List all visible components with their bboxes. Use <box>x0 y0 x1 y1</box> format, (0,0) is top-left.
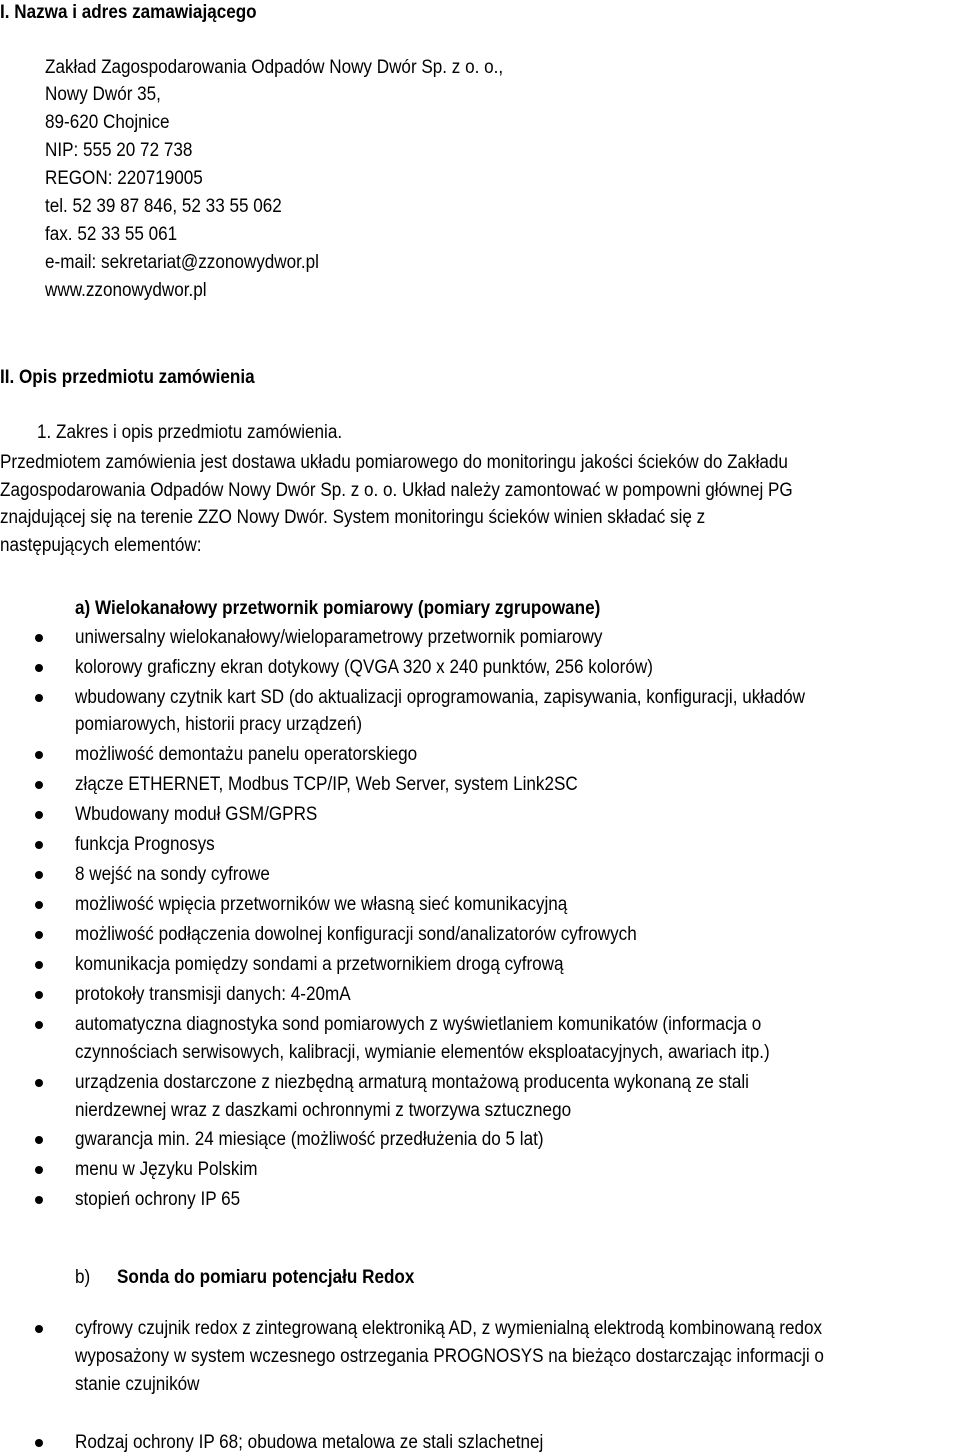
address-line: Zakład Zagospodarowania Odpadów Nowy Dwór Sp. z o. o., <box>45 57 504 78</box>
list-item: funkcja Prognosys <box>75 834 215 855</box>
bullet-icon <box>35 664 43 672</box>
bullet-icon <box>35 1196 43 1204</box>
part-b-heading: Sonda do pomiaru potencjału Redox <box>117 1267 415 1288</box>
intro-line: Zagospodarowania Odpadów Nowy Dwór Sp. z o. o. Układ należy zamontować w pompowni głównej PG <box>0 480 793 501</box>
list-item: kolorowy graficzny ekran dotykowy (QVGA 320 x 240 punktów, 256 kolorów) <box>75 657 653 678</box>
part-a-heading: a) Wielokanałowy przetwornik pomiarowy (pomiary zgrupowane) <box>75 598 601 619</box>
address-line: Nowy Dwór 35, <box>45 84 161 105</box>
list-item: możliwość wpięcia przetworników we własną sieć komunikacyjną <box>75 894 568 915</box>
address-line: REGON: 220719005 <box>45 168 203 189</box>
bullet-icon <box>35 1136 43 1144</box>
bullet-icon <box>35 694 43 702</box>
bullet-icon <box>35 1166 43 1174</box>
list-item: gwarancja min. 24 miesiące (możliwość przedłużenia do 5 lat) <box>75 1129 544 1150</box>
list-item-continuation: nierdzewnej wraz z daszkami ochronnymi z tworzywa sztucznego <box>75 1100 572 1121</box>
list-item-continuation: stanie czujników <box>75 1374 200 1395</box>
list-item: stopień ochrony IP 65 <box>75 1189 241 1210</box>
bullet-icon <box>35 1079 43 1087</box>
list-item: wbudowany czytnik kart SD (do aktualizacji oprogramowania, zapisywania, konfiguracji, układów <box>75 687 805 708</box>
list-item: 8 wejść na sondy cyfrowe <box>75 864 270 885</box>
website-line: www.zzonowydwor.pl <box>45 280 207 301</box>
section-2-subtitle: 1. Zakres i opis przedmiotu zamówienia. <box>37 422 343 443</box>
intro-line: następujących elementów: <box>0 535 202 556</box>
bullet-icon <box>35 1021 43 1029</box>
list-item: komunikacja pomiędzy sondami a przetwornikiem drogą cyfrową <box>75 954 564 975</box>
address-line: NIP: 555 20 72 738 <box>45 140 193 161</box>
bullet-icon <box>35 1439 43 1447</box>
list-item: uniwersalny wielokanałowy/wieloparametrowy przetwornik pomiarowy <box>75 627 603 648</box>
list-item: złącze ETHERNET, Modbus TCP/IP, Web Server, system Link2SC <box>75 774 578 795</box>
bullet-icon <box>35 811 43 819</box>
bullet-icon <box>35 634 43 642</box>
bullet-icon <box>35 961 43 969</box>
email-line: e-mail: sekretariat@zzonowydwor.pl <box>45 252 319 273</box>
list-item-continuation: pomiarowych, historii pracy urządzeń) <box>75 714 363 735</box>
list-item: urządzenia dostarczone z niezbędną armaturą montażową producenta wykonaną ze stali <box>75 1072 749 1093</box>
list-item-continuation: wyposażony w system wczesnego ostrzegania PROGNOSYS na bieżąco dostarczając informacji o <box>75 1346 824 1367</box>
intro-line: Przedmiotem zamówienia jest dostawa układu pomiarowego do monitoringu jakości ścieków do Zakładu <box>0 452 788 473</box>
list-item: menu w Języku Polskim <box>75 1159 258 1180</box>
part-b-label: b) <box>75 1267 91 1288</box>
list-item: możliwość demontażu panelu operatorskiego <box>75 744 418 765</box>
intro-line: znajdującej się na terenie ZZO Nowy Dwór. System monitoringu ścieków winien składać się z <box>0 507 706 528</box>
address-line: 89-620 Chojnice <box>45 112 170 133</box>
section-1-title: I. Nazwa i adres zamawiającego <box>0 2 257 23</box>
list-item: Rodzaj ochrony IP 68; obudowa metalowa ze stali szlachetnej <box>75 1432 544 1453</box>
list-item: protokoły transmisji danych: 4-20mA <box>75 984 351 1005</box>
address-line: fax. 52 33 55 061 <box>45 224 178 245</box>
list-item: cyfrowy czujnik redox z zintegrowaną elektroniką AD, z wymienialną elektrodą kombinowaną redox <box>75 1318 823 1339</box>
bullet-icon <box>35 1325 43 1333</box>
bullet-icon <box>35 781 43 789</box>
section-2-title: II. Opis przedmiotu zamówienia <box>0 367 255 388</box>
list-item: Wbudowany moduł GSM/GPRS <box>75 804 318 825</box>
list-item: możliwość podłączenia dowolnej konfiguracji sond/analizatorów cyfrowych <box>75 924 637 945</box>
bullet-icon <box>35 991 43 999</box>
address-line: tel. 52 39 87 846, 52 33 55 062 <box>45 196 282 217</box>
bullet-icon <box>35 841 43 849</box>
list-item: automatyczna diagnostyka sond pomiarowych z wyświetlaniem komunikatów (informacja o <box>75 1014 762 1035</box>
list-item-continuation: czynnościach serwisowych, kalibracji, wymianie elementów eksploatacyjnych, awariach itp.) <box>75 1042 770 1063</box>
bullet-icon <box>35 871 43 879</box>
bullet-icon <box>35 901 43 909</box>
bullet-icon <box>35 931 43 939</box>
bullet-icon <box>35 751 43 759</box>
